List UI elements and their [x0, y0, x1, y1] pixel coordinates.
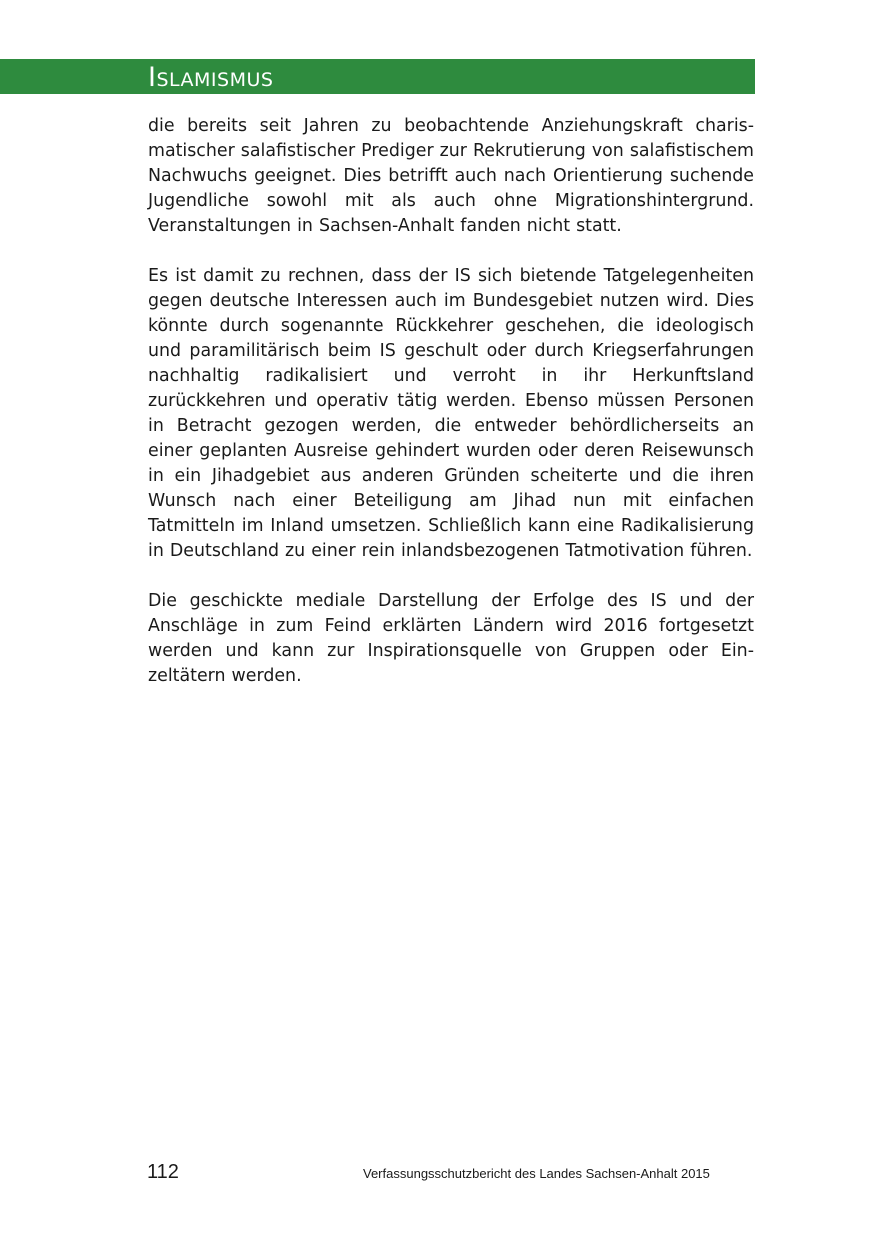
- section-header-bar: [0, 59, 755, 94]
- paragraph-1: die bereits seit Jahren zu beobachtende Anziehungskraft charismatischer salafistischer Prediger zur Rekrutierung von salafistischem Nachwuchs geeignet. Dies betrifft auch nach Orientierung suchende Jugendliche sowohl mit als auch ohne Migrationshintergrund. Veranstaltungen in Sachsen-Anhalt fanden nicht statt.: [148, 116, 754, 236]
- paragraph-3: Die geschickte mediale Darstellung der Erfolge des IS und der Anschläge in zum Feind erklärten Ländern wird 2016 fortgesetzt werden und kann zur Inspirationsquelle von Gruppen oder Einzeltätern werden.: [148, 591, 754, 686]
- footer-publication-title: Verfassungsschutzbericht des Landes Sachsen-Anhalt 2015: [363, 1166, 710, 1181]
- page-number: 112: [147, 1161, 179, 1183]
- section-title: Islamismus: [148, 62, 274, 93]
- paragraph-2: Es ist damit zu rechnen, dass der IS sich bietende Tatgelegenheiten gegen deutsche Interessen auch im Bundesgebiet nutzen wird. Dies könnte durch sogenannte Rückkehrer geschehen, die ideologisch und paramilitärisch beim IS geschult oder durch Kriegserfahrungen nachhaltig radikalisiert und verroht in ihr Herkunftsland zurückkehren und operativ tätig werden. Ebenso müssen Personen in Betracht gezogen werden, die entweder behördlicherseits an einer geplanten Ausreise gehindert wurden oder deren Reisewunsch in ein Jihadgebiet aus anderen Gründen scheiterte und die ihren Wunsch nach einer Beteiligung am Jihad nun mit einfachen Tatmitteln im Inland umsetzen. Schließlich kann eine Radikalisierung in Deutschland zu einer rein inlandsbezogenen Tatmotivation führen.: [148, 266, 754, 561]
- body-text: [148, 114, 754, 714]
